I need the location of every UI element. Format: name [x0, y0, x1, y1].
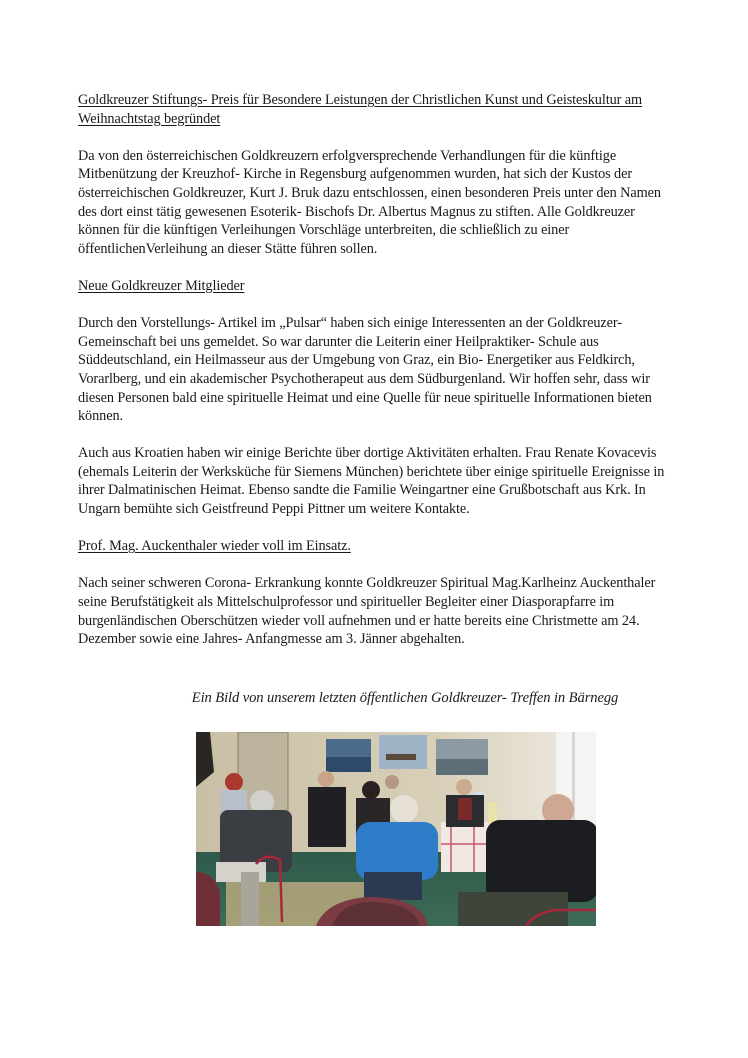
- person-center-blue-sweater: [390, 795, 418, 823]
- article-body: [78, 91, 678, 649]
- person-back-man: [385, 775, 399, 789]
- section-heading: Prof. Mag. Auckenthaler wieder voll im Einsatz.: [78, 538, 351, 555]
- painting-boats: [379, 735, 427, 769]
- section-stiftungs-preis: [78, 91, 678, 258]
- group-photo-illustration: [196, 732, 596, 926]
- paragraph: Nach seiner schweren Corona- Erkrankung konnte Goldkreuzer Spiritual Mag.Karlheinz Auckenthaler seine Berufstätigkeit als Mittelschulprofessor und spiritueller Begleiter einer Diasporapfarre im burgenländischen Oberschützen wieder voll aufnehmen und er hatte bereits eine Christmette am 24. Dezember sowie eine Jahres- Anfangmesse am 3. Jänner abgehalten.: [78, 575, 656, 648]
- person-priest: [318, 771, 334, 787]
- section-heading: Neue Goldkreuzer Mitglieder: [78, 277, 245, 294]
- section-heading: Goldkreuzer Stiftungs- Preis für Besondere Leistungen der Christlichen Kunst und Geisteskultur am Weihnachtstag begründet: [78, 92, 643, 127]
- person-woman-red-hair: [225, 773, 243, 791]
- person-young-woman: [362, 781, 380, 799]
- section-auckenthaler: [78, 537, 678, 649]
- paragraph: Durch den Vorstellungs- Artikel im „Pulsar“ haben sich einige Interessenten an der Goldkreuzer-Gemeinschaft bei uns gemeldet. So war darunter die Leiterin einer Heilpraktiker- Schule aus Süddeutschland, ein Heilmasseur aus der Umgebung von Graz, ein Bio- Energetiker aus Feldkirch, Vorarlberg, und ein akademischer Psychotherapeut aus dem Südburgenland. Wir hoffen sehr, dass wir diesen Personen bald eine spirituelle Heimat und eine Quelle für neue spirituelle Informationen bieten können.: [78, 315, 652, 425]
- group-photo: [196, 732, 596, 926]
- photo-caption: Ein Bild von unserem letzten öffentlichen Goldkreuzer- Treffen in Bärnegg: [191, 690, 619, 706]
- section-neue-mitglieder: [78, 277, 678, 519]
- paragraph: Auch aus Kroatien haben wir einige Berichte über dortige Aktivitäten erhalten. Frau Renate Kovacevis (ehemals Leiterin der Werksküche für Siemens München) berichtete über einige spirituelle Ereignisse in ihrer Dalmatinischen Heimat. Ebenso sandte die Familie Weingartner eine Grußbotschaft aus Krk. In Ungarn bemühte sich Geistfreund Peppi Pittner um weitere Kontakte.: [78, 445, 665, 518]
- paragraph: Da von den österreichischen Goldkreuzern erfolgversprechende Verhandlungen für die künftige Mitbenützung der Kreuzhof- Kirche in Regensburg aufgenommen wurden, hat sich der Kustos der österreichischen Goldkreuzer, Kurt J. Bruk dazu entschlossen, einen besonderen Preis unter den Namen des dort einst tätig gewesenen Esoterik- Bischofs Dr. Albertus Magnus zu stiften. Alle Goldkreuzer können für die künftigen Verleihungen Vorschläge unterbreiten, die schließlich zu einer öffentlichenVerleihung an dieser Stätte führen sollen.: [78, 147, 661, 257]
- person-man-red-shirt: [456, 779, 472, 795]
